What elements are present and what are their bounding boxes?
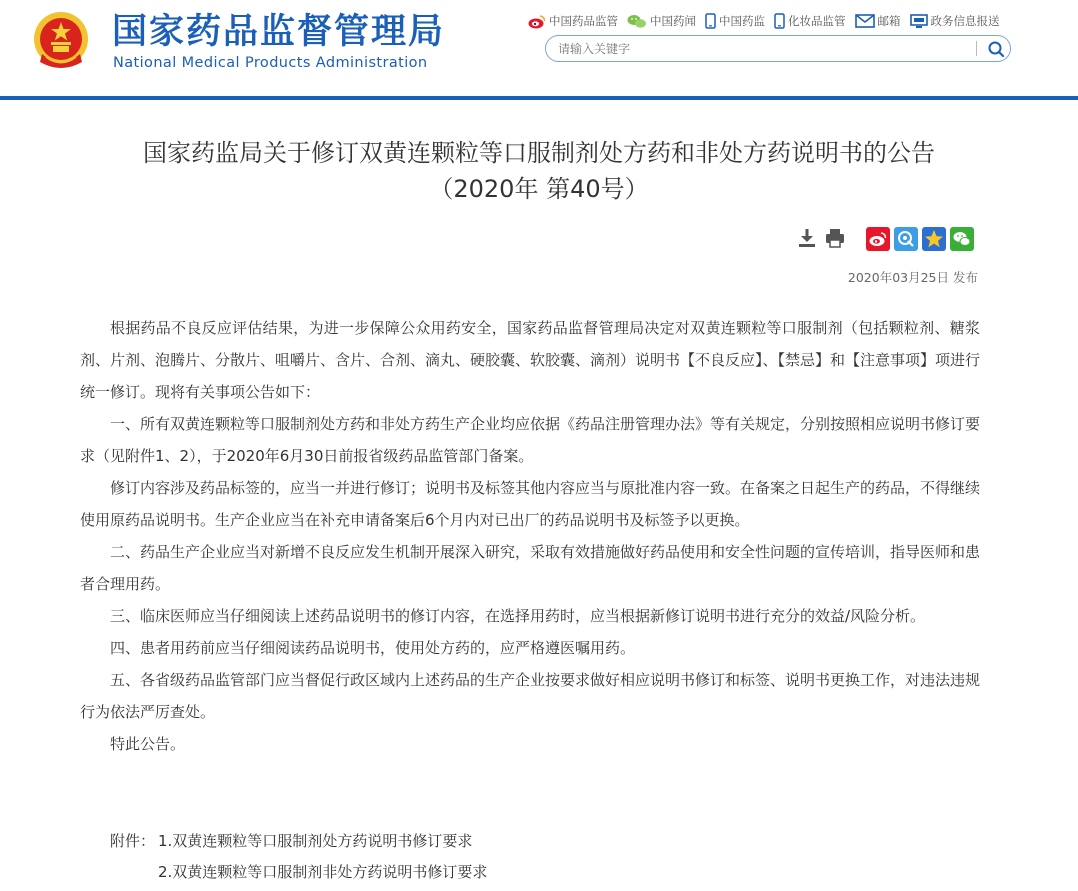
share-qzone-star-icon[interactable] xyxy=(922,227,946,251)
toplink-label: 中国药监 xyxy=(719,14,765,28)
article-title-line2: （2020年 第40号） xyxy=(429,175,649,203)
share-qzone-icon[interactable] xyxy=(894,227,918,251)
toplink-weibo[interactable] xyxy=(528,13,618,29)
toplink-label: 化妆品监管 xyxy=(788,14,846,28)
attachments-label-spacer xyxy=(110,857,158,888)
article-paragraph: 四、患者用药前应当仔细阅读药品说明书，使用处方药的，应严格遵医嘱用药。 xyxy=(110,639,636,657)
site-name-en[interactable]: National Medical Products Administration xyxy=(113,55,428,71)
article-paragraph: 三、临床医师应当仔细阅读上述药品说明书的修订内容，在选择用药时，应当根据新修订说明书进行充分的效益/风险分析。 xyxy=(110,607,926,625)
attachment-link-1[interactable]: 1.双黄连颗粒等口服制剂处方药说明书修订要求 xyxy=(158,832,473,850)
attachment-link-2[interactable]: 2.双黄连颗粒等口服制剂非处方药说明书修订要求 xyxy=(158,863,488,881)
mobile-icon xyxy=(705,13,716,29)
national-emblem-icon xyxy=(32,10,90,72)
wechat-icon xyxy=(627,14,647,29)
toplink-mobile-cosmetics[interactable] xyxy=(774,13,846,29)
print-icon[interactable] xyxy=(824,227,846,249)
article-title xyxy=(0,135,1078,207)
publish-date: 2020年03月25日 发布 xyxy=(847,270,978,285)
share-weibo-icon[interactable] xyxy=(866,227,890,251)
article-paragraph: 修订内容涉及药品标签的，应当一并进行修订；说明书及标签其他内容应当与原批准内容一致。在备案之日起生产的药品，不得继续使用原药品说明书。生产企业应当在补充申请备案后6个月内对已出厂的药品说明书及标签予以更换。 xyxy=(80,479,981,529)
search-box xyxy=(545,35,1011,62)
top-links xyxy=(528,11,1009,31)
site-header xyxy=(0,0,1078,96)
toplink-label: 中国药闻 xyxy=(650,14,696,28)
report-icon xyxy=(910,14,928,29)
toplink-label: 中国药品监管 xyxy=(549,14,618,28)
toplink-label: 政务信息报送 xyxy=(930,14,1000,28)
search-divider xyxy=(976,41,977,56)
search-icon[interactable] xyxy=(986,39,1006,59)
attachment-row xyxy=(110,857,487,888)
article-paragraph: 五、各省级药品监管部门应当督促行政区域内上述药品的生产企业按要求做好相应说明书修订和标签、说明书更换工作，对违法违规行为依法严厉查处。 xyxy=(80,671,981,721)
article-title-line1: 国家药监局关于修订双黄连颗粒等口服制剂处方药和非处方药说明书的公告 xyxy=(143,139,935,167)
site-name-cn[interactable]: 国家药品监督管理局 xyxy=(112,12,446,52)
attachments-label: 附件： xyxy=(110,832,156,850)
attachments-list xyxy=(110,826,487,888)
search-input[interactable] xyxy=(558,39,958,58)
article-paragraph: 根据药品不良反应评估结果，为进一步保障公众用药安全，国家药品监督管理局决定对双黄连颗粒等口服制剂（包括颗粒剂、糖浆剂、片剂、泡腾片、分散片、咀嚼片、含片、合剂、滴丸、硬胶囊、软胶囊、滴剂）说明书【不良反应】、【禁忌】和【注意事项】项进行统一修订。现将有关事项公告如下： xyxy=(80,319,981,401)
toplink-mobile-nmpa[interactable] xyxy=(705,13,765,29)
toplink-mail[interactable] xyxy=(855,13,901,29)
header-divider xyxy=(0,96,1078,100)
toplink-wechat[interactable] xyxy=(627,13,696,29)
download-icon[interactable] xyxy=(796,227,818,249)
attachment-row xyxy=(110,826,487,857)
share-wechat-icon[interactable] xyxy=(950,227,974,251)
weibo-icon xyxy=(528,14,546,29)
article-paragraph: 二、药品生产企业应当对新增不良反应发生机制开展深入研究，采取有效措施做好药品使用和安全性问题的宣传培训，指导医师和患者合理用药。 xyxy=(80,543,981,593)
mobile-icon xyxy=(774,13,785,29)
mail-icon xyxy=(855,14,875,28)
toplink-report[interactable] xyxy=(910,13,1000,29)
article-body xyxy=(80,312,980,760)
toplink-label: 邮箱 xyxy=(877,14,901,28)
article-paragraph: 特此公告。 xyxy=(110,735,186,753)
article-paragraph: 一、所有双黄连颗粒等口服制剂处方药和非处方药生产企业均应依据《药品注册管理办法》等有关规定，分别按照相应说明书修订要求（见附件1、2），于2020年6月30日前报省级药品监管部门备案。 xyxy=(80,415,981,465)
